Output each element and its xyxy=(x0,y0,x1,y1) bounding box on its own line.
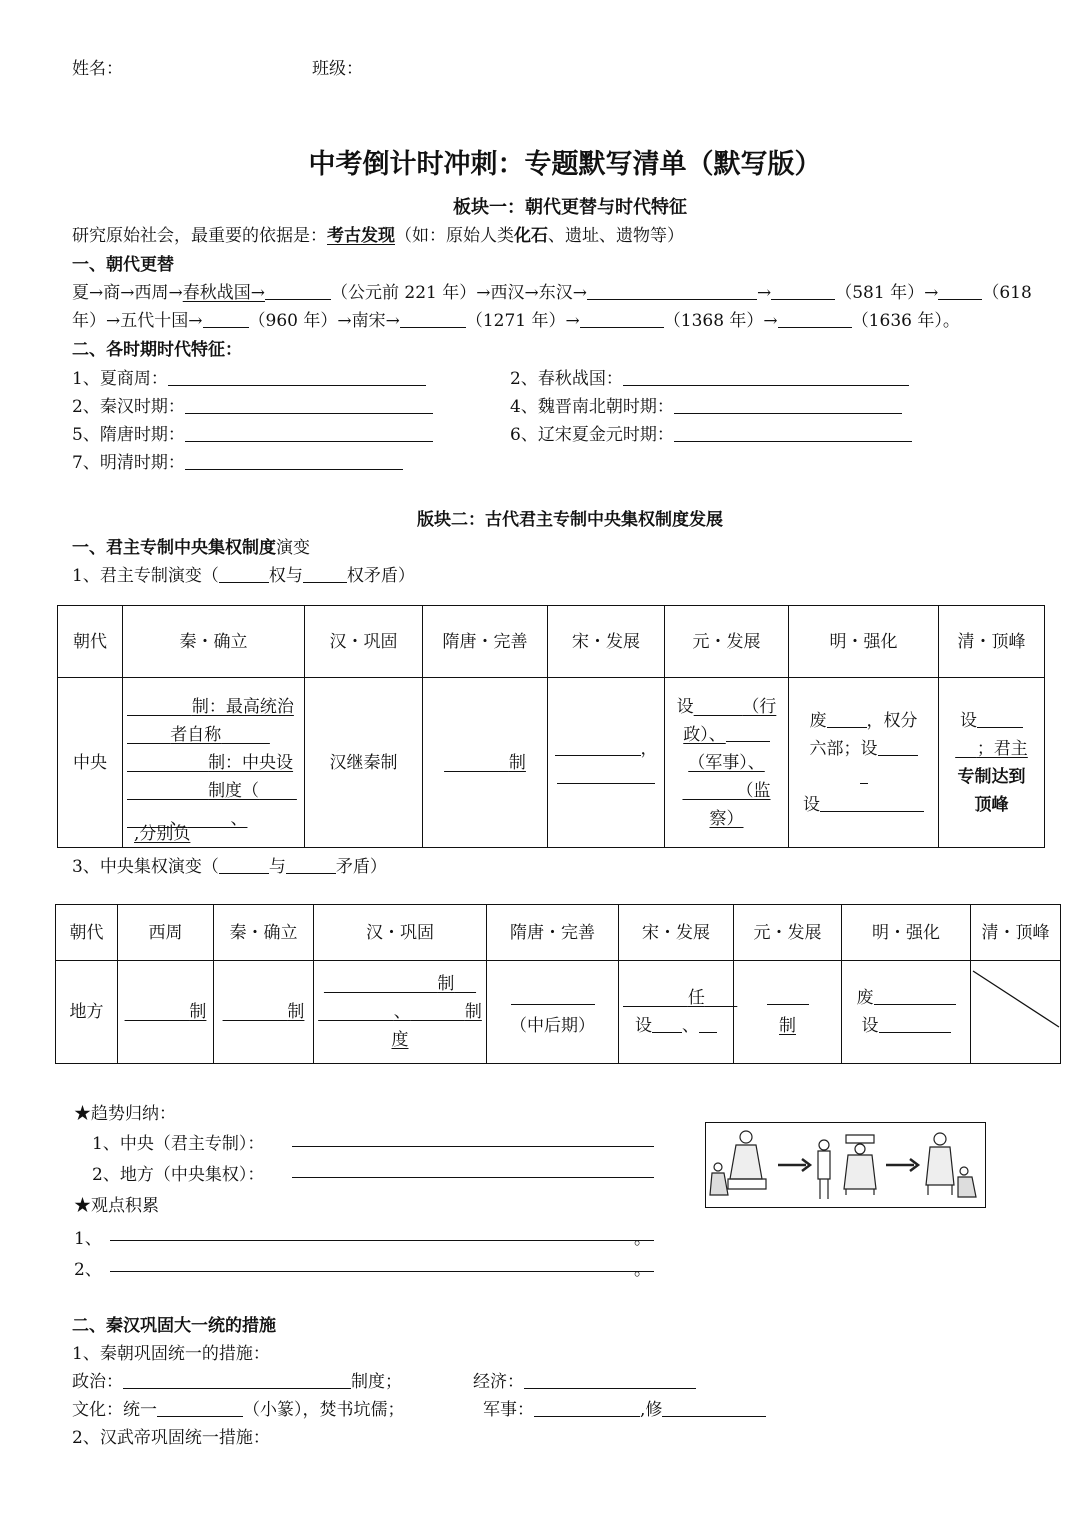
view-item-2-period: 。 xyxy=(634,1260,651,1280)
t2-ming-cell: 废 设 xyxy=(842,961,971,1064)
period-chunqiu: 2、春秋战国： xyxy=(510,364,909,389)
illustration-drawing xyxy=(706,1123,984,1206)
t1-qin-cell: 制：最高统治 者自称 制：中央设 制度（ 、 、 xyxy=(123,678,305,848)
t2-header-han: 汉・巩固 xyxy=(314,905,487,961)
t1-header-han: 汉・巩固 xyxy=(305,606,423,678)
t2-header-yuan: 元・发展 xyxy=(734,905,842,961)
t2-qing-cell xyxy=(971,961,1061,1064)
t1-header-yuan: 元・发展 xyxy=(665,606,789,678)
t2-row-label: 地方 xyxy=(56,961,118,1064)
sub-period-features: 二、各时期时代特征： xyxy=(72,340,242,360)
t2-header-qing: 清・顶峰 xyxy=(971,905,1061,961)
name-label: 姓名： xyxy=(72,59,123,79)
t1-qing-cell: 设 ；君主 专制达到 顶峰 xyxy=(939,678,1045,848)
t2-suitang-cell: （中后期） xyxy=(487,961,619,1064)
t1-song-cell: ， xyxy=(548,678,665,848)
intro-line: 研究原始社会，最重要的依据是：考古发现（如：原始人类化石、遗址、遗物等） xyxy=(72,226,684,246)
trend-local: 2、地方（中央集权）： xyxy=(92,1165,265,1185)
emperor-figures-illustration xyxy=(705,1122,986,1208)
period-weijin: 4、魏晋南北朝时期： xyxy=(510,392,902,417)
qin-military: 军事： ,修 xyxy=(483,1395,766,1420)
trend-central: 1、中央（君主专制）： xyxy=(92,1134,265,1154)
section2-heading: 版块二：古代君主专制中央集权制度发展 xyxy=(417,510,723,530)
t1-yuan-cell: 设 （行 政）、 （军事）、 （监 察） xyxy=(665,678,789,848)
t2-header-xizhou: 西周 xyxy=(118,905,214,961)
qin-economy: 经济： xyxy=(473,1367,696,1392)
t1-qin-tail: ,分别负 xyxy=(134,824,191,844)
period-xiashangzhou: 1、夏商周： xyxy=(72,364,426,389)
t1-ming-cell: 废 ，权分 六部；设 设 xyxy=(789,678,939,848)
t2-qin-cell: 制 xyxy=(214,961,314,1064)
view-item-1-blank xyxy=(110,1240,654,1241)
t2-xizhou-cell: 制 xyxy=(118,961,214,1064)
item-monarchy-evolution: 1、君主专制演变（ 权与 权矛盾） xyxy=(72,566,415,586)
t1-header-dynasty: 朝代 xyxy=(58,606,123,678)
t2-yuan-cell: 制 xyxy=(734,961,842,1064)
qin-measures-title: 1、秦朝巩固统一的措施： xyxy=(72,1344,270,1364)
t1-header-qin: 秦・确立 xyxy=(123,606,305,678)
t2-header-qin: 秦・确立 xyxy=(214,905,314,961)
t1-suitang-cell: 制 xyxy=(423,678,548,848)
t1-header-song: 宋・发展 xyxy=(548,606,665,678)
view-item-2: 2、 xyxy=(74,1260,102,1280)
item-centralization-evolution: 3、中央集权演变（ 与 矛盾） xyxy=(72,857,387,877)
trend-local-blank xyxy=(292,1177,654,1178)
t2-header-dynasty: 朝代 xyxy=(56,905,118,961)
trend-heading: ★趋势归纳： xyxy=(74,1104,176,1124)
qin-culture: 文化：统一 （小篆），焚书坑儒； xyxy=(72,1400,405,1420)
t2-header-suitang: 隋唐・完善 xyxy=(487,905,619,961)
local-table xyxy=(55,904,1061,1064)
diagonal-slash-icon xyxy=(971,961,1061,1063)
t1-header-suitang: 隋唐・完善 xyxy=(423,606,548,678)
t1-row-label: 中央 xyxy=(58,678,123,848)
section1-heading: 板块一：朝代更替与时代特征 xyxy=(453,197,687,218)
period-suitang: 5、隋唐时期： xyxy=(72,420,433,445)
sub-dynasty-change: 一、朝代更替 xyxy=(72,255,174,275)
t1-header-ming: 明・强化 xyxy=(789,606,939,678)
class-label: 班级： xyxy=(312,59,363,79)
view-item-2-blank xyxy=(110,1271,654,1272)
t2-han-cell: 制 、 制度 xyxy=(314,961,487,1064)
sub-system-evolution: 一、君主专制中央集权制度演变 xyxy=(72,538,310,558)
t1-header-qing: 清・顶峰 xyxy=(939,606,1045,678)
sub-qinhan-measures: 二、秦汉巩固大一统的措施 xyxy=(72,1316,276,1336)
t2-header-song: 宋・发展 xyxy=(619,905,734,961)
view-item-1: 1、 xyxy=(74,1229,102,1249)
dynasty-line-1: 夏→商→西周→春秋战国→ （公元前 221 年）→西汉→东汉→ → （581 年）→ （618 xyxy=(72,283,1032,303)
t2-header-ming: 明・强化 xyxy=(842,905,971,961)
dynasty-line-2: 年）→五代十国→ （960 年）→南宋→ （1271 年）→ （1368 年）→ （1636 年）。 xyxy=(72,311,960,331)
t1-han-cell: 汉继秦制 xyxy=(305,678,423,848)
page-title: 中考倒计时冲刺：专题默写清单（默写版） xyxy=(308,149,822,180)
view-item-1-period: 。 xyxy=(634,1229,651,1249)
period-qinhan: 2、秦汉时期： xyxy=(72,392,433,417)
period-liaosong: 6、辽宋夏金元时期： xyxy=(510,420,912,445)
trend-central-blank xyxy=(292,1146,654,1147)
period-mingqing: 7、明清时期： xyxy=(72,448,403,473)
hanwu-measures-title: 2、汉武帝巩固统一措施： xyxy=(72,1428,270,1448)
t2-song-cell: 任 设 、 xyxy=(619,961,734,1064)
central-table xyxy=(57,605,1045,848)
view-heading: ★观点积累 xyxy=(74,1196,159,1216)
qin-politics: 政治： 制度； xyxy=(72,1372,402,1392)
